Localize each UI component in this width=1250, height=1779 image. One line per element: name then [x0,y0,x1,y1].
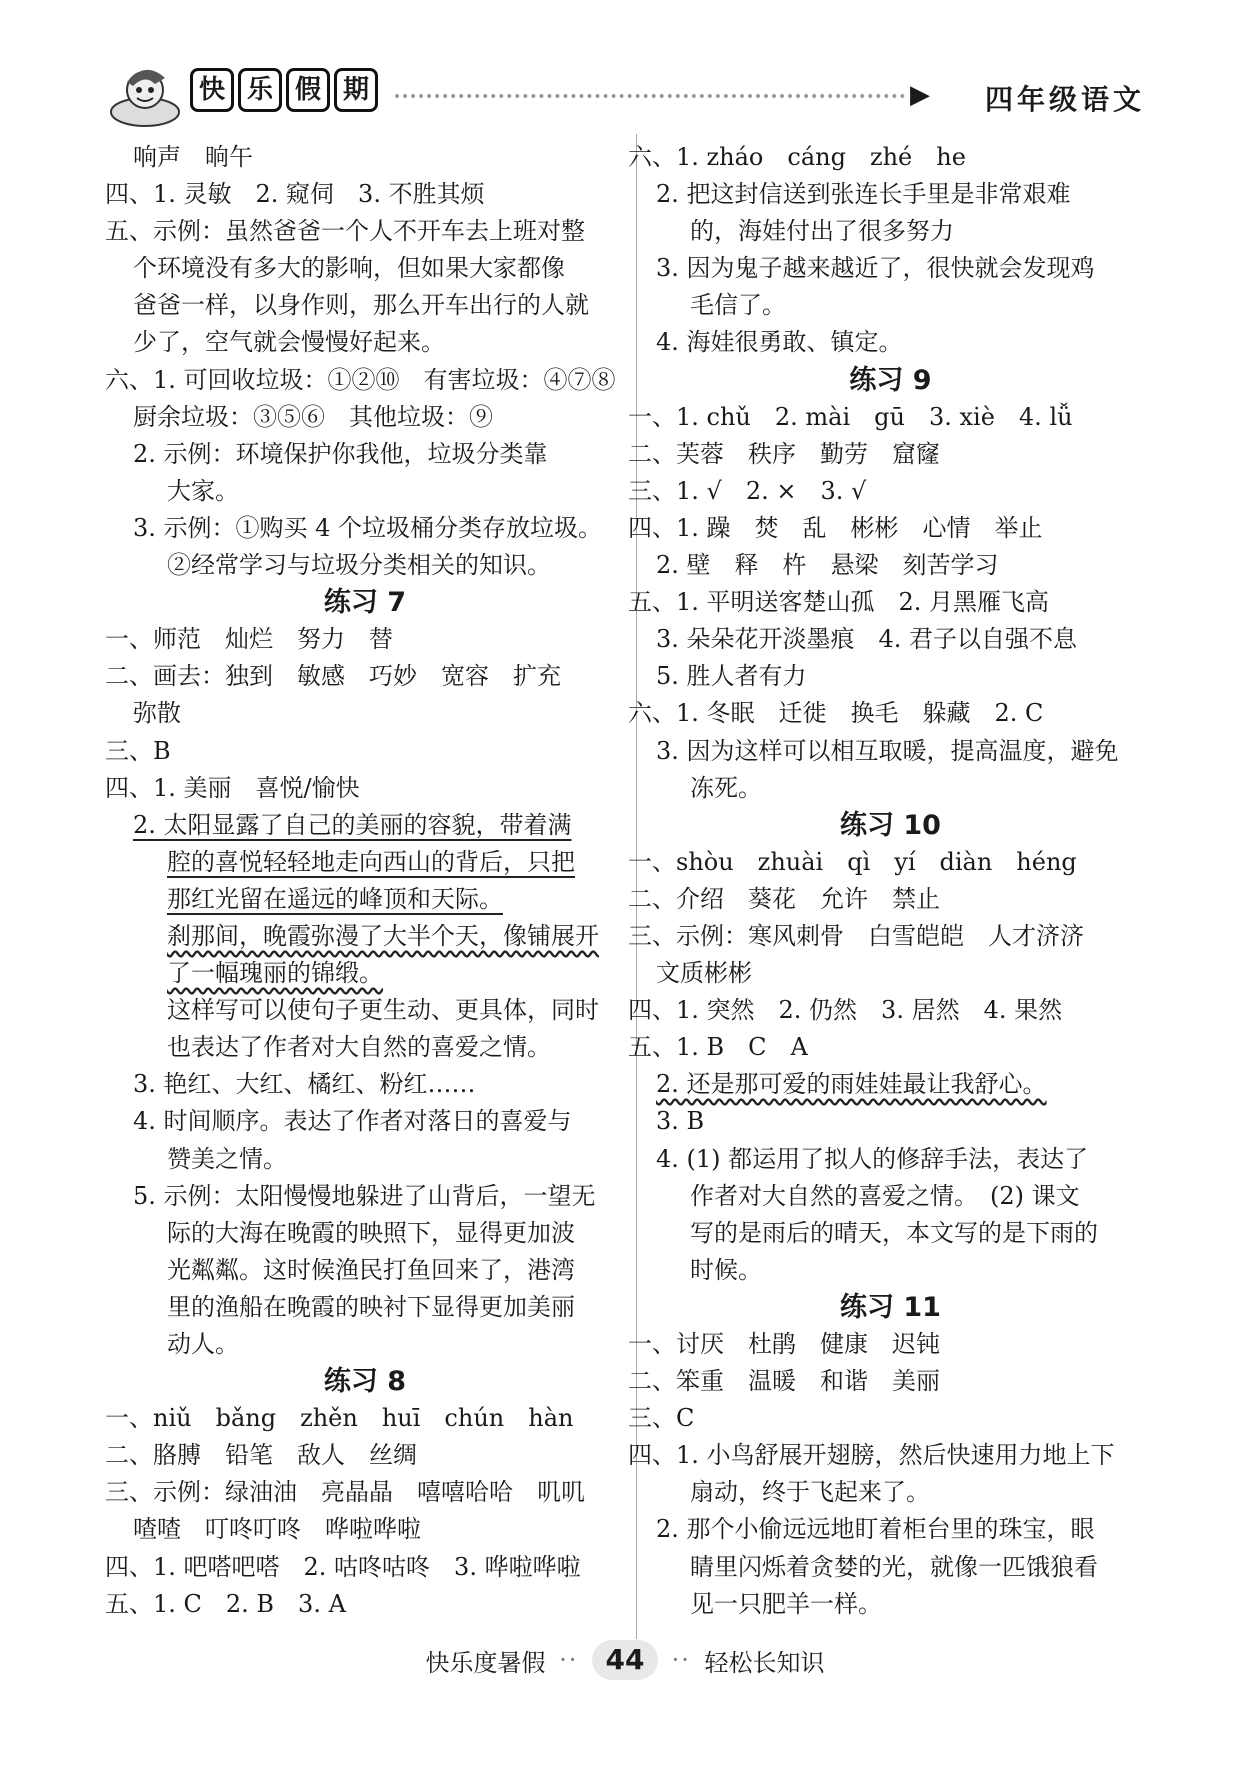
brand-title [190,68,378,112]
answer-line [628,584,1153,621]
answer-text: 见一只肥羊一样。 [690,1589,882,1618]
answer-text: 4. 海娃很勇敢、镇定。 [656,328,903,357]
answer-line [105,1586,625,1623]
answer-line [628,1511,1153,1548]
answer-text: 一、1. chǔ 2. mài gū 3. xiè 4. lǚ [628,402,1073,431]
answer-text: 的，海娃付出了很多努力 [690,217,954,246]
answer-line [105,1141,625,1178]
answer-line [105,1066,625,1103]
answer-text: 3. 因为这样可以相互取暖，提高温度，避免 [656,736,1119,765]
answer-line [105,324,625,361]
answer-text: 2. 壁 释 杵 悬梁 刻苦学习 [656,551,999,580]
page-number: 44 [592,1640,658,1680]
answer-text: 二、胳膊 铅笔 敌人 丝绸 [105,1441,417,1470]
answer-text: 2. 太阳显露了自己的美丽的容貌，带着满 [133,810,572,839]
answer-text: 五、1. C 2. B 3. A [105,1589,346,1618]
answer-text: 动人。 [167,1330,239,1358]
footer-left-text: 快乐度暑假 [425,1648,546,1677]
section-heading [628,362,1153,399]
answer-text: 一、niǔ bǎng zhěn huī chún hàn [105,1404,574,1433]
answer-line [628,695,1153,732]
answer-line [105,473,625,510]
answer-text: 五、1. 平明送客楚山孤 2. 月黑雁飞高 [628,588,1050,617]
answer-text: 爸爸一样，以身作则，那么开车出行的人就 [133,291,589,320]
answer-line [105,770,625,807]
answer-line [105,658,625,695]
brand-char: 假 [286,68,330,112]
answer-line [105,176,625,213]
answer-text: 5. 胜人者有力 [656,662,807,691]
answer-line [628,1474,1153,1511]
answer-text: 一、讨厌 杜鹃 健康 迟钝 [628,1330,940,1358]
answer-line [628,1326,1153,1363]
answer-text: 4. 时间顺序。表达了作者对落日的喜爱与 [133,1107,572,1136]
arrow-right-icon: ▶ [910,80,930,110]
answer-line [105,399,625,436]
answer-text: 3. 因为鬼子越来越近了，很快就会发现鸡 [656,254,1095,283]
answer-line [105,362,625,399]
answer-line [105,1178,625,1215]
answer-text: 弥散 [133,699,181,728]
footer-dots: ·· [671,1646,691,1674]
answer-line [105,955,625,992]
answer-text: 毛信了。 [690,291,786,320]
answer-line [105,436,625,473]
answer-text: 三、1. √ 2. × 3. √ [628,476,867,505]
answer-line [628,213,1153,250]
answer-text: 2. 把这封信送到张连长手里是非常艰难 [656,180,1071,209]
answer-line [628,473,1153,510]
answer-line [105,1029,625,1066]
answer-text: 三、B [105,736,171,765]
answer-line [105,695,625,732]
answer-text: 3. 示例：①购买 4 个垃圾桶分类存放垃圾。 [133,513,603,542]
section-heading [628,1289,1153,1326]
answer-text: 4. (1) 都运用了拟人的修辞手法，表达了 [656,1144,1089,1173]
answer-text: 四、1. 美丽 喜悦/愉快 [105,773,360,802]
answer-text: 四、1. 吧嗒吧嗒 2. 咕咚咕咚 3. 哗啦哗啦 [105,1552,581,1581]
footer-right-text: 轻松长知识 [704,1648,825,1677]
answer-text: 六、1. zháo cáng zhé he [628,143,966,171]
brand-char: 快 [190,68,234,112]
answer-text: 四、1. 突然 2. 仍然 3. 居然 4. 果然 [628,996,1063,1025]
answer-line [105,992,625,1029]
answer-line [105,510,625,547]
answer-line [628,1178,1153,1215]
answer-text: 三、C [628,1404,695,1433]
answer-text: 腔的喜悦轻轻地走向西山的背后，只把 [167,847,575,876]
brand-char: 期 [334,68,378,112]
answer-line [105,1437,625,1474]
answer-line [105,1252,625,1289]
answer-line [628,1215,1153,1252]
section-heading [105,584,625,621]
answer-line [105,139,625,176]
answer-text: 四、1. 灵敏 2. 窥伺 3. 不胜其烦 [105,180,485,209]
answer-text: 际的大海在晚霞的映照下，显得更加波 [167,1218,575,1247]
answer-text: 二、画去：独到 敏感 巧妙 宽容 扩充 [105,662,561,691]
answer-text: 六、1. 可回收垃圾：①②⑩ 有害垃圾：④⑦⑧ [105,365,616,394]
answer-line [105,918,625,955]
answer-line [105,1400,625,1437]
answer-line [105,1474,625,1511]
answer-line [628,733,1153,770]
page-footer [0,1640,1250,1690]
right-answer-column [628,139,1153,1623]
answer-text: 一、师范 灿烂 努力 替 [105,625,393,654]
section-heading [105,1363,625,1400]
answer-line [105,213,625,250]
header-dotted-rule [395,94,905,98]
answer-text: 一、shòu zhuài qì yí diàn héng [628,847,1077,876]
answer-text: 文质彬彬 [656,959,752,988]
answer-line [105,881,625,918]
answer-line [628,621,1153,658]
answer-text: 个环境没有多大的影响，但如果大家都像 [133,254,565,283]
answer-text: 四、1. 小鸟舒展开翅膀，然后快速用力地上下 [628,1441,1115,1470]
answer-text: 二、介绍 葵花 允许 禁止 [628,884,940,913]
answer-text: 2. 示例：环境保护你我他，垃圾分类靠 [133,439,548,468]
answer-line [105,1549,625,1586]
answer-text: 刹那间，晚霞弥漫了大半个天，像铺展开 [167,921,599,950]
answer-text: 里的渔船在晚霞的映衬下显得更加美丽 [167,1292,575,1321]
answer-line [628,770,1153,807]
answer-line [628,547,1153,584]
answer-line [105,1326,625,1363]
answer-line [105,1289,625,1326]
answer-text: 赞美之情。 [167,1144,287,1173]
answer-line [628,658,1153,695]
answer-text: 睛里闪烁着贪婪的光，就像一匹饿狼看 [690,1552,1098,1581]
answer-text: 写的是雨后的晴天，本文写的是下雨的 [690,1218,1098,1247]
footer-dots: ·· [559,1646,579,1674]
answer-text: 5. 示例：太阳慢慢地躲进了山背后，一望无 [133,1181,596,1210]
answer-text: 少了，空气就会慢慢好起来。 [133,328,445,357]
answer-text: 作者对大自然的喜爱之情。 (2) 课文 [690,1181,1080,1210]
answer-text: 也表达了作者对大自然的喜爱之情。 [167,1033,551,1062]
grade-subject-label: 四年级语文 [984,83,1145,116]
answer-line [105,844,625,881]
answer-line [628,399,1153,436]
answer-text: 二、芙蓉 秩序 勤劳 窟窿 [628,439,940,468]
answer-line [628,918,1153,955]
answer-line [628,1400,1153,1437]
answer-line [628,1363,1153,1400]
answer-text: 时候。 [690,1255,762,1284]
answer-text: 厨余垃圾：③⑤⑥ 其他垃圾：⑨ [133,402,493,431]
answer-text: 练习 7 [323,587,407,619]
answer-text: 那红光留在遥远的峰顶和天际。 [167,884,503,913]
answer-line [628,287,1153,324]
answer-line [628,1141,1153,1178]
answer-text: 这样写可以使句子更生动、更具体，同时 [167,996,599,1025]
answer-text: 3. 朵朵花开淡墨痕 4. 君子以自强不息 [656,625,1078,654]
section-heading [628,807,1153,844]
answer-line [105,250,625,287]
answer-text: 扇动，终于飞起来了。 [690,1478,930,1507]
answer-line [105,733,625,770]
answer-text: 练习 9 [849,364,932,396]
answer-line [105,1215,625,1252]
answer-line [105,807,625,844]
answer-text: 3. 艳红、大红、橘红、粉红…… [133,1070,476,1099]
answer-text: 练习 10 [840,809,941,841]
answer-line [628,1586,1153,1623]
answer-line [628,1549,1153,1586]
answer-line [628,1103,1153,1140]
answer-line [628,510,1153,547]
answer-line [628,1252,1153,1289]
answer-text: 2. 还是那可爱的雨娃娃最让我舒心。 [656,1070,1047,1099]
answer-line [628,992,1153,1029]
answer-text: 五、1. B C A [628,1033,808,1062]
answer-text: 响声 晌午 [133,143,253,171]
answer-text: 3. B [656,1107,705,1136]
answer-line [628,139,1153,176]
answer-text: 大家。 [167,476,239,505]
answer-text: ②经常学习与垃圾分类相关的知识。 [167,551,551,580]
answer-text: 练习 8 [323,1366,407,1398]
answer-text: 五、示例：虽然爸爸一个人不开车去上班对整 [105,217,585,246]
answer-text: 三、示例：绿油油 亮晶晶 嘻嘻哈哈 叽叽 [105,1478,585,1507]
answer-text: 了一幅瑰丽的锦缎。 [167,959,383,988]
answer-line [628,1066,1153,1103]
brand-char: 乐 [238,68,282,112]
answer-line [628,844,1153,881]
answer-text: 冻死。 [690,773,762,802]
answer-text: 练习 11 [840,1291,941,1323]
answer-text: 光粼粼。这时候渔民打鱼回来了，港湾 [167,1255,575,1284]
answer-line [628,250,1153,287]
answer-line [105,287,625,324]
answer-text: 2. 那个小偷远远地盯着柜台里的珠宝，眼 [656,1515,1095,1544]
page-header [105,60,1145,130]
answer-text: 四、1. 躁 焚 乱 彬彬 心情 举止 [628,513,1043,542]
cartoon-mascot-icon [105,60,185,130]
answer-line [105,1511,625,1548]
answer-line [628,881,1153,918]
answer-text: 六、1. 冬眠 迁徙 换毛 躲藏 2. C [628,699,1044,728]
answer-line [628,436,1153,473]
answer-line [628,1029,1153,1066]
answer-text: 喳喳 叮咚叮咚 哗啦哗啦 [133,1515,421,1544]
answer-text: 三、示例：寒风刺骨 白雪皑皑 人才济济 [628,921,1084,950]
answer-line [628,1437,1153,1474]
answer-text: 二、笨重 温暖 和谐 美丽 [628,1367,940,1396]
left-answer-column [105,139,625,1623]
answer-line [105,547,625,584]
answer-line [628,955,1153,992]
answer-line [628,324,1153,361]
answer-line [105,1103,625,1140]
answer-line [628,176,1153,213]
answer-line [105,621,625,658]
